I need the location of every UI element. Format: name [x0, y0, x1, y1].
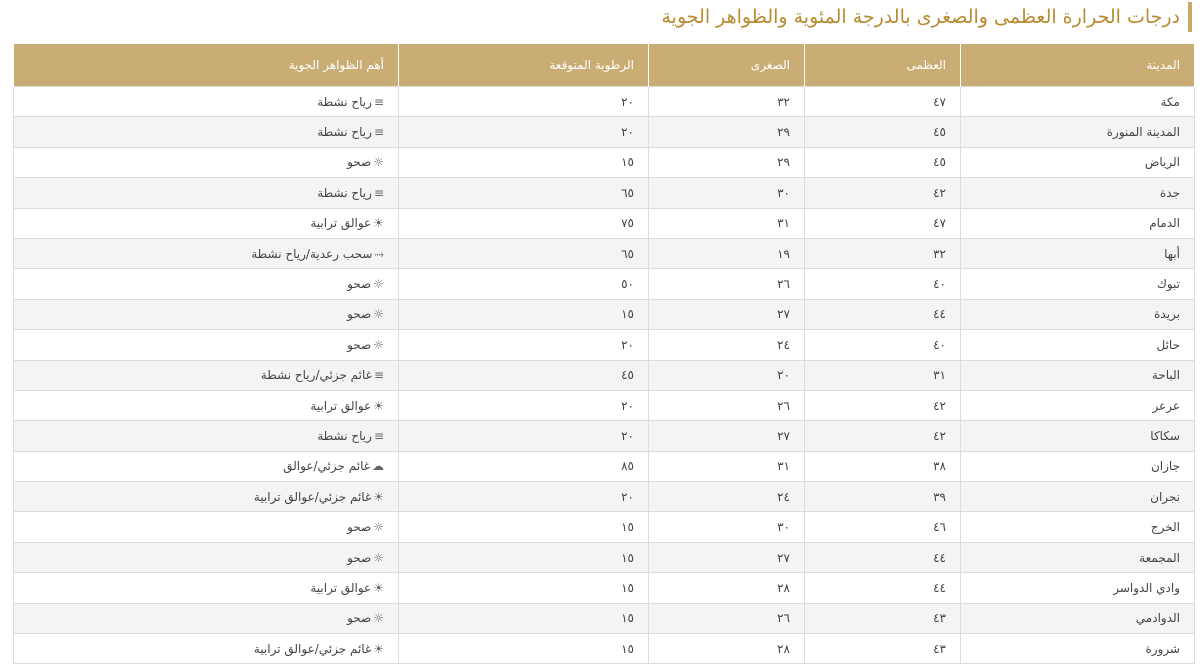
table-row	[14, 482, 1195, 512]
cell-min: ٢٠	[649, 360, 805, 390]
weather-condition	[347, 338, 384, 352]
cell-city: الباحة	[961, 360, 1195, 390]
cell-humidity: ٢٠	[399, 330, 649, 360]
cell-humidity: ١٥	[399, 603, 649, 633]
cell-humidity: ٥٠	[399, 269, 649, 299]
cell-min: ٣٠	[649, 178, 805, 208]
cell-min: ٢٨	[649, 634, 805, 664]
cell-humidity: ٧٥	[399, 208, 649, 238]
cell-humidity: ٦٥	[399, 238, 649, 268]
cell-city: الدمام	[961, 208, 1195, 238]
cell-max: ٤٤	[805, 573, 961, 603]
cell-max: ٤٠	[805, 330, 961, 360]
weather-label: عوالق ترابية	[310, 216, 372, 231]
cell-humidity: ٢٠	[399, 482, 649, 512]
cell-max: ٣١	[805, 360, 961, 390]
cell-weather	[14, 542, 399, 572]
table-row	[14, 390, 1195, 420]
weather-condition	[317, 95, 384, 109]
table-row	[14, 360, 1195, 390]
dust-icon: ☀	[373, 580, 384, 595]
cell-weather	[14, 147, 399, 177]
cell-min: ٢٨	[649, 573, 805, 603]
table-row	[14, 299, 1195, 329]
sun-icon: ☼	[373, 611, 384, 626]
cell-humidity: ١٥	[399, 573, 649, 603]
cell-min: ٢٧	[649, 299, 805, 329]
weather-condition	[310, 399, 384, 413]
cell-min: ٢٦	[649, 603, 805, 633]
weather-condition	[310, 216, 384, 230]
cell-weather	[14, 87, 399, 117]
cell-city: نجران	[961, 482, 1195, 512]
weather-condition	[261, 368, 384, 382]
weather-label: غائم جزئي/عوالق ترابية	[253, 489, 372, 504]
cell-max: ٤٥	[805, 117, 961, 147]
table-row	[14, 330, 1195, 360]
cell-city: تبوك	[961, 269, 1195, 299]
weather-label: غائم جزئي/رياح نشطة	[260, 368, 372, 383]
table-row	[14, 178, 1195, 208]
cell-weather	[14, 360, 399, 390]
cell-min: ٢٩	[649, 147, 805, 177]
cell-max: ٣٢	[805, 238, 961, 268]
cell-city: عرعر	[961, 390, 1195, 420]
cell-max: ٤٤	[805, 299, 961, 329]
weather-label: صحو	[347, 550, 372, 565]
sun-icon: ☼	[373, 307, 384, 322]
cell-weather	[14, 269, 399, 299]
wind-icon: ≡	[373, 94, 384, 109]
cell-city: الرياض	[961, 147, 1195, 177]
cell-max: ٣٩	[805, 482, 961, 512]
table-row	[14, 238, 1195, 268]
weather-condition	[347, 551, 384, 565]
cell-humidity: ٢٠	[399, 87, 649, 117]
cell-weather	[14, 634, 399, 664]
cell-min: ٢٤	[649, 482, 805, 512]
cell-humidity: ٢٠	[399, 117, 649, 147]
cell-weather	[14, 208, 399, 238]
weather-condition	[317, 186, 384, 200]
sun-icon: ☼	[373, 155, 384, 170]
table-body	[14, 87, 1195, 664]
weather-label: صحو	[347, 337, 372, 352]
weather-condition	[310, 581, 384, 595]
weather-condition	[347, 611, 384, 625]
weather-label: عوالق ترابية	[310, 398, 372, 413]
cell-city: جازان	[961, 451, 1195, 481]
cell-weather	[14, 390, 399, 420]
weather-label: رياح نشطة	[317, 94, 372, 109]
dust-icon: ☀	[373, 641, 384, 656]
cell-max: ٤٣	[805, 603, 961, 633]
wind-icon: ≡	[373, 368, 384, 383]
table-row	[14, 87, 1195, 117]
cell-max: ٤٠	[805, 269, 961, 299]
cell-city: أبها	[961, 238, 1195, 268]
thunder-icon: ⤑	[374, 246, 384, 261]
sun-icon: ☼	[373, 550, 384, 565]
cell-city: مكة	[961, 87, 1195, 117]
cell-humidity: ١٥	[399, 512, 649, 542]
weather-label: غائم جزئي/عوالق	[283, 459, 370, 474]
weather-condition	[347, 307, 384, 321]
cell-city: بريدة	[961, 299, 1195, 329]
cell-min: ٢٧	[649, 421, 805, 451]
cell-city: المدينة المنورة	[961, 117, 1195, 147]
cell-max: ٣٨	[805, 451, 961, 481]
table-row	[14, 421, 1195, 451]
weather-label: صحو	[347, 277, 372, 292]
cell-humidity: ٦٥	[399, 178, 649, 208]
weather-condition	[283, 459, 384, 473]
cell-humidity: ٢٠	[399, 421, 649, 451]
sun-icon: ☼	[373, 277, 384, 292]
title-accent-bar	[1188, 2, 1192, 32]
weather-label: صحو	[347, 155, 372, 170]
cell-weather	[14, 330, 399, 360]
cell-city: شرورة	[961, 634, 1195, 664]
cell-city: سكاكا	[961, 421, 1195, 451]
page-title: درجات الحرارة العظمى والصغرى بالدرجة المئوية والظواهر الجوية	[661, 6, 1180, 28]
cell-humidity: ٢٠	[399, 390, 649, 420]
table-row	[14, 542, 1195, 572]
weather-label: رياح نشطة	[317, 185, 372, 200]
cell-weather	[14, 482, 399, 512]
table-row	[14, 603, 1195, 633]
cell-weather	[14, 238, 399, 268]
cell-humidity: ١٥	[399, 147, 649, 177]
weather-condition	[254, 490, 384, 504]
dust-icon: ☀	[373, 216, 384, 231]
weather-table	[13, 44, 1195, 664]
cell-max: ٤٢	[805, 421, 961, 451]
weather-label: صحو	[347, 611, 372, 626]
cell-city: الخرج	[961, 512, 1195, 542]
cloud-icon: ☁	[372, 459, 384, 474]
dust-icon: ☀	[373, 489, 384, 504]
weather-label: صحو	[347, 307, 372, 322]
cell-min: ٢٦	[649, 390, 805, 420]
cell-max: ٤٢	[805, 178, 961, 208]
header-city: المدينة	[961, 44, 1195, 87]
cell-humidity: ١٥	[399, 542, 649, 572]
header-weather: أهم الظواهر الجوية	[14, 44, 399, 87]
cell-city: جدة	[961, 178, 1195, 208]
cell-min: ٣٠	[649, 512, 805, 542]
weather-label: غائم جزئي/عوالق ترابية	[253, 641, 372, 656]
cell-max: ٤٦	[805, 512, 961, 542]
weather-label: رياح نشطة	[317, 428, 372, 443]
cell-humidity: ١٥	[399, 634, 649, 664]
cell-weather	[14, 421, 399, 451]
table-row	[14, 573, 1195, 603]
cell-min: ٢٩	[649, 117, 805, 147]
weather-label: سحب رعدية/رياح نشطة	[251, 246, 373, 261]
weather-condition	[347, 155, 384, 169]
weather-label: عوالق ترابية	[310, 580, 372, 595]
cell-min: ١٩	[649, 238, 805, 268]
cell-weather	[14, 178, 399, 208]
cell-min: ٢٦	[649, 269, 805, 299]
table-row	[14, 512, 1195, 542]
sun-icon: ☼	[373, 337, 384, 352]
sun-icon: ☼	[373, 520, 384, 535]
page-header	[661, 0, 1200, 34]
cell-weather	[14, 603, 399, 633]
weather-condition	[254, 642, 384, 656]
cell-max: ٤٣	[805, 634, 961, 664]
table-row	[14, 147, 1195, 177]
cell-weather	[14, 451, 399, 481]
cell-humidity: ٨٥	[399, 451, 649, 481]
cell-city: المجمعة	[961, 542, 1195, 572]
cell-min: ٢٧	[649, 542, 805, 572]
table-row	[14, 269, 1195, 299]
weather-condition	[317, 125, 384, 139]
table-header-row	[14, 44, 1195, 87]
cell-min: ٣٢	[649, 87, 805, 117]
cell-weather	[14, 299, 399, 329]
weather-condition	[317, 429, 384, 443]
wind-icon: ≡	[373, 428, 384, 443]
table-row	[14, 208, 1195, 238]
header-min: الصغرى	[649, 44, 805, 87]
cell-city: وادي الدواسر	[961, 573, 1195, 603]
cell-city: الدوادمي	[961, 603, 1195, 633]
weather-label: رياح نشطة	[317, 125, 372, 140]
cell-min: ٣١	[649, 451, 805, 481]
cell-city: حائل	[961, 330, 1195, 360]
weather-condition	[251, 247, 384, 261]
cell-weather	[14, 117, 399, 147]
cell-min: ٣١	[649, 208, 805, 238]
cell-max: ٤٧	[805, 208, 961, 238]
weather-label: صحو	[347, 520, 372, 535]
table-row	[14, 451, 1195, 481]
table-row	[14, 634, 1195, 664]
table-row	[14, 117, 1195, 147]
cell-min: ٢٤	[649, 330, 805, 360]
header-max: العظمى	[805, 44, 961, 87]
cell-max: ٤٧	[805, 87, 961, 117]
header-humidity: الرطوبة المتوقعة	[399, 44, 649, 87]
cell-humidity: ١٥	[399, 299, 649, 329]
wind-icon: ≡	[373, 125, 384, 140]
weather-condition	[347, 520, 384, 534]
cell-max: ٤٢	[805, 390, 961, 420]
dust-icon: ☀	[373, 398, 384, 413]
wind-icon: ≡	[373, 185, 384, 200]
weather-condition	[347, 277, 384, 291]
cell-humidity: ٤٥	[399, 360, 649, 390]
cell-weather	[14, 573, 399, 603]
cell-max: ٤٤	[805, 542, 961, 572]
cell-max: ٤٥	[805, 147, 961, 177]
cell-weather	[14, 512, 399, 542]
